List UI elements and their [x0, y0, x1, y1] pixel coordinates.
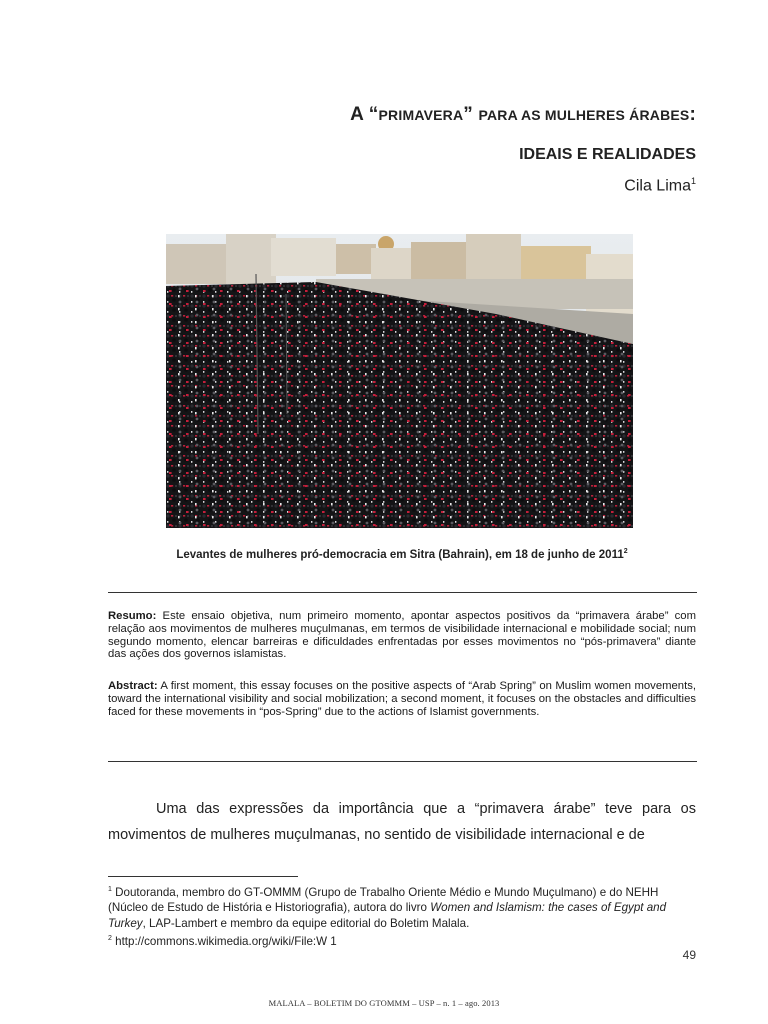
footnote-1	[108, 882, 696, 931]
book-title: Women and Islamism: the cases of Egypt and Turkey	[108, 901, 667, 930]
footnote-number: 2	[108, 935, 112, 943]
abstract-text: Este ensaio objetiva, num primeiro momento, apontar aspectos positivos da “primavera árabe” com relação aos movimentos de mulheres muçulmanas, em termos de visibilidade internacional e mobilidade social; num segundo momento, elencar barreiras e dificuldades enfrentadas por esses movimentos no “pós-primavera” diante das ações dos governos islamistas.	[108, 610, 696, 661]
author-name	[624, 176, 696, 195]
body-paragraph-text: Uma das expressões da importância que a “primavera árabe” teve para os movimentos de mulheres muçulmanas, no sentido de visibilidade internacional e de	[108, 801, 696, 843]
author-text: Cila Lima	[624, 177, 691, 195]
protest-photo	[166, 234, 633, 528]
title-part: PRIMAVERA	[378, 107, 464, 123]
crowd-photo-graphic	[166, 234, 633, 528]
divider	[108, 761, 697, 762]
caption-text: Levantes de mulheres pró-democracia em Sitra (Bahrain), em 18 de junho de 2011	[176, 548, 624, 561]
abstract-label: Resumo:	[108, 610, 157, 622]
running-footer: MALALA – BOLETIM DO GTOMMM – USP – n. 1 – ago. 2013	[268, 998, 500, 1008]
figure-caption	[108, 548, 696, 561]
title-part: PARA AS MULHERES ÁRABES	[478, 107, 690, 123]
footnote-link[interactable]: http://commons.wikimedia.org/wiki/File:W 1	[111, 935, 337, 949]
abstract-text: A first moment, this essay focuses on the positive aspects of “Arab Spring” on Muslim women movements, toward the international visibility and social mobilization; a second moment, it focuses on the obstacles and difficulties faced for these movements in “pos-Spring” due to the actions of Islamist governments.	[108, 680, 696, 718]
footnote-2	[108, 931, 696, 949]
divider	[108, 592, 697, 593]
footnote-text: Doutoranda, membro do GT-OMMM (Grupo de Trabalho Oriente Médio e Mundo Muçulmano) e do NEHH (Núcleo de Estudo de História e Historiografia), autora do livro	[108, 885, 659, 915]
page-number: 49	[682, 948, 696, 962]
footnote-divider	[108, 876, 298, 877]
abstract-label: Abstract:	[108, 680, 158, 692]
abstract-portuguese	[108, 610, 696, 661]
body-paragraph	[108, 796, 696, 848]
article-title-line2: IDEAIS E REALIDADES	[519, 146, 696, 163]
title-part: ”	[463, 104, 479, 125]
footnote-text: , LAP-Lambert e membro da equipe editorial do Boletim Malala.	[142, 916, 470, 930]
footnotes	[108, 882, 696, 950]
abstract-english	[108, 680, 696, 718]
footnote-number: 1	[108, 886, 112, 893]
article-title-line1	[350, 104, 696, 126]
footnote-ref: 1	[690, 176, 696, 186]
title-part: :	[689, 104, 696, 125]
footnote-ref: 2	[623, 548, 628, 555]
title-part: A “	[350, 104, 379, 125]
